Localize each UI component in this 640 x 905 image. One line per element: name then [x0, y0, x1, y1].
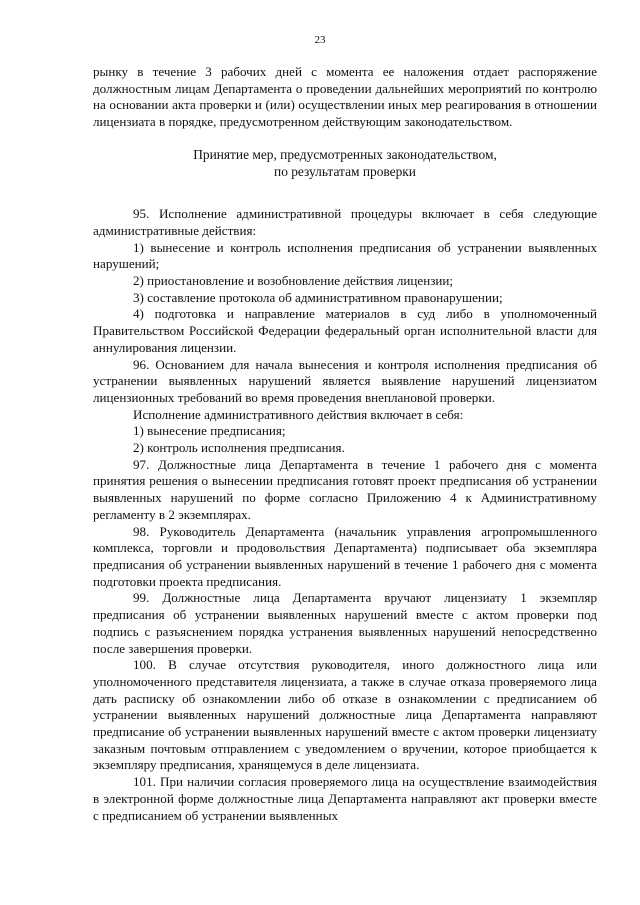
paragraph-100: 100. В случае отсутствия руководителя, иного должностного лица или уполномоченного представителя лицензиата, а также в случае отказа проверяемого лица дать расписку об ознакомлении либо об отказе в ознакомлении с предписанием об устранении выявленных нарушений должностные лица Департамента направляют предписание об устранении выявленных нарушений вместе с актом проверки лицензиату заказным почтовым отправлением с уведомлением о вручении, которое приобщается к экземпляру предписания, хранящемуся в деле лицензиата.	[93, 657, 597, 773]
paragraph: рынку в течение 3 рабочих дней с момента ее наложения отдает распоряжение должностным лицам Департамента о проведении дальнейших мероприятий по контролю на основании акта проверки и (или) осуществлении иных мер реагирования в отношении лицензиата в порядке, предусмотренном действующим законодательством.	[93, 64, 597, 130]
list-item: 4) подготовка и направление материалов в суд либо в уполномоченный Правительством Российской Федерации федеральный орган исполнительной власти для аннулирования лицензии.	[93, 306, 597, 355]
list-item: 2) контроль исполнения предписания.	[133, 440, 345, 456]
list-item: 1) вынесение предписания;	[133, 423, 286, 439]
paragraph-98: 98. Руководитель Департамента (начальник управления агропромышленного комплекса, торговли и продовольствия Департамента) подписывает оба экземпляра предписания об устранении выявленных нарушений в течение 1 рабочего дня с момента подготовки проекта предписания.	[93, 523, 597, 589]
paragraph-99: 99. Должностные лица Департамента вручают лицензиату 1 экземпляр предписания об устранении выявленных нарушений вместе с актом проверки под подпись с разъяснением порядка устранения выявленных нарушений непосредственно после завершения проверки.	[93, 590, 597, 656]
list-item: 1) вынесение и контроль исполнения предписания об устранении выявленных нарушений;	[93, 239, 597, 272]
page-number: 23	[314, 34, 326, 46]
list-item: 3) составление протокола об административном правонарушении;	[133, 289, 503, 305]
paragraph-101: 101. При наличии согласия проверяемого лица на осуществление взаимодействия в электронной форме должностные лица Департамента направляют акт проверки вместе с предписанием об устранении выявленных	[93, 774, 597, 823]
paragraph: Исполнение административного действия включает в себя:	[133, 406, 464, 422]
section-heading-line: по результатам проверки	[274, 163, 416, 179]
section-heading-line: Принятие мер, предусмотренных законодательством,	[193, 146, 497, 162]
paragraph-97: 97. Должностные лица Департамента в течение 1 рабочего дня с момента принятия решения о вынесении предписания готовят проект предписания об устранении выявленных нарушений по форме согласно Приложению 4 к Административному регламенту в 2 экземплярах.	[93, 456, 597, 522]
paragraph-95: 95. Исполнение административной процедуры включает в себя следующие административные действия:	[93, 206, 597, 238]
paragraph-96: 96. Основанием для начала вынесения и контроля исполнения предписания об устранении выявленных нарушений является выявление нарушений лицензиатом лицензионных требований во время проведения внеплановой проверки.	[93, 356, 597, 405]
section-heading	[93, 147, 597, 180]
list-item: 2) приостановление и возобновление действия лицензии;	[133, 273, 454, 289]
document-body	[93, 64, 597, 824]
